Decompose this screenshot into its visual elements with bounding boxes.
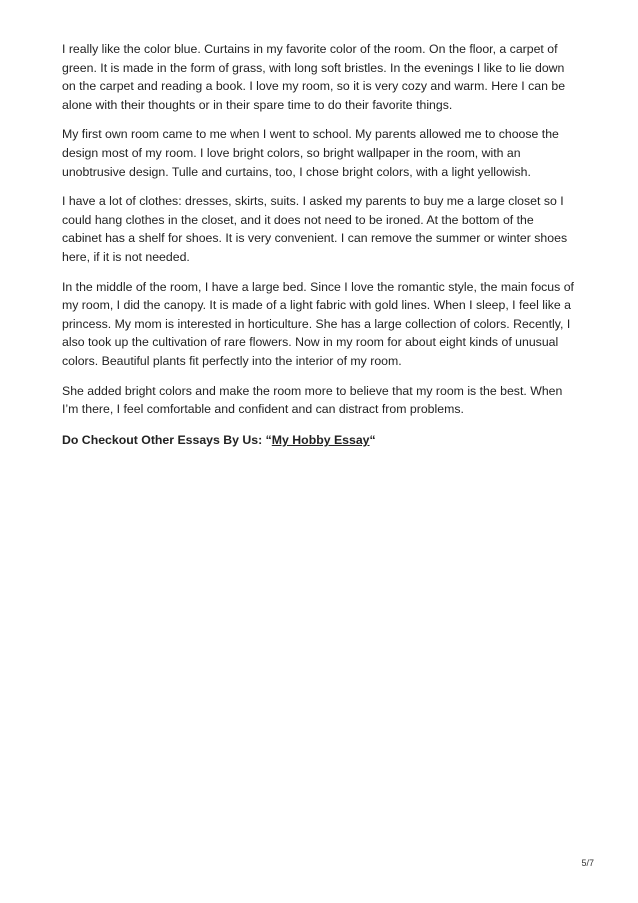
essay-paragraph-1: I really like the color blue. Curtains in my favorite color of the room. On the floor, a carpet of green. It is made in the form of grass, with long soft bristles. In the evenings I like to lie down on the carpet and reading a book. I love my room, so it is very cozy and warm. Here I can be alone with their thoughts or in their spare time to do their favorite things.: [62, 42, 566, 112]
essay-paragraph-4: In the middle of the room, I have a large bed. Since I love the romantic style, the main focus of my room, I did the canopy. It is made of a light fabric with gold lines. When I sleep, I feel like a princess. My mom is interested in horticulture. She has a large collection of colors. Recently, I also took up the cultivation of rare flowers. Now in my room for about eight kinds of unusual colors. Beautiful plants fit perfectly into the interior of my room.: [62, 279, 574, 368]
essay-paragraph-2: My first own room came to me when I went to school. My parents allowed me to choose the design most of my room. I love bright colors, so bright wallpaper in the room, with an unobtrusive design. Tulle and curtains, too, I chose bright colors, with a light yellowish.: [62, 127, 559, 179]
callout-prefix: Do Checkout Other Essays By Us: “: [62, 432, 272, 447]
essay-paragraph-3: I have a lot of clothes: dresses, skirts, suits. I asked my parents to buy me a large closet so I could hang clothes in the closet, and it does not need to be ironed. At the bottom of the cabinet has a shelf for shoes. It is very convenient. I can remove the summer or winter shoes here, if it is not needed.: [62, 194, 568, 264]
callout-suffix: “: [369, 432, 376, 447]
other-essays-callout: [62, 431, 574, 450]
essay-page: [62, 40, 574, 449]
page-number: 5/7: [581, 858, 594, 868]
my-hobby-essay-link[interactable]: My Hobby Essay: [271, 432, 370, 447]
essay-paragraph-5: She added bright colors and make the room more to believe that my room is the best. When I’m there, I feel comfortable and confident and can distract from problems.: [62, 383, 563, 417]
